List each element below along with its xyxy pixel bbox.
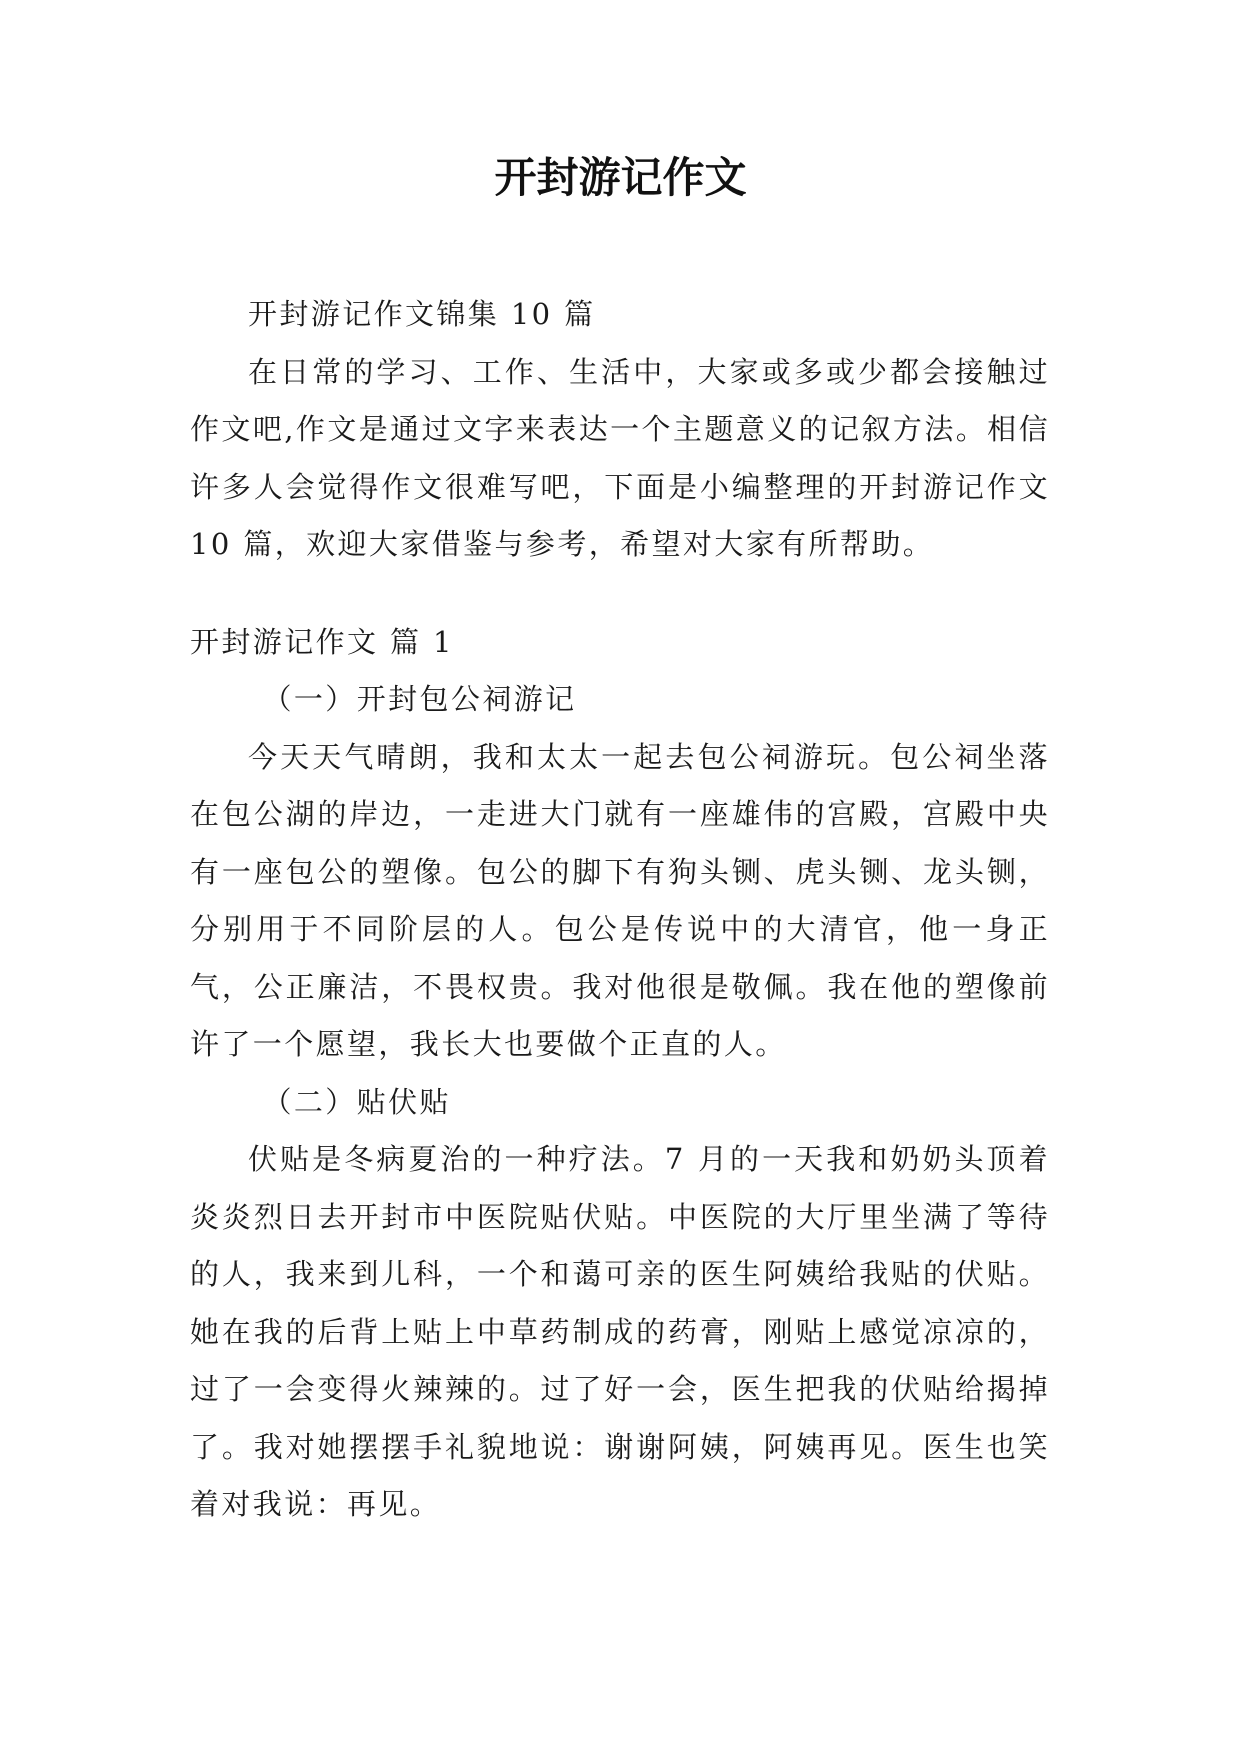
collection-subtitle: 开封游记作文锦集 10 篇	[248, 297, 596, 331]
section-heading: 开封游记作文 篇 1	[190, 624, 454, 659]
subsection-heading-2: （二）贴伏贴	[262, 1084, 451, 1119]
section-spacer	[190, 574, 1050, 614]
document-body	[190, 286, 1050, 1534]
subsection-paragraph-2: 伏贴是冬病夏治的一种疗法。7 月的一天我和奶奶头顶着炎炎烈日去开封市中医院贴伏贴。中医院的大厅里坐满了等待的人，我来到儿科，一个和蔼可亲的医生阿姨给我贴的伏贴。她在我的后背上贴上中草药制成的药膏，刚贴上感觉凉凉的，过了一会变得火辣辣的。过了好一会，医生把我的伏贴给揭掉了。我对她摆摆手礼貌地说：谢谢阿姨，阿姨再见。医生也笑着对我说：再见。	[190, 1142, 1050, 1521]
intro-paragraph: 在日常的学习、工作、生活中，大家或多或少都会接触过作文吧,作文是通过文字来表达一个主题意义的记叙方法。相信许多人会觉得作文很难写吧，下面是小编整理的开封游记作文 10 篇，欢迎大家借鉴与参考，希望对大家有所帮助。	[190, 354, 1050, 561]
document-title: 开封游记作文	[494, 153, 747, 202]
subsection-heading-1: （一）开封包公祠游记	[262, 682, 577, 716]
subsection-paragraph-1: 今天天气晴朗，我和太太一起去包公祠游玩。包公祠坐落在包公湖的岸边，一走进大门就有一座雄伟的宫殿，宫殿中央有一座包公的塑像。包公的脚下有狗头铡、虎头铡、龙头铡，分别用于不同阶层的人。包公是传说中的大清官，他一身正气，公正廉洁，不畏权贵。我对他很是敬佩。我在他的塑像前许了一个愿望，我长大也要做个正直的人。	[190, 739, 1050, 1061]
